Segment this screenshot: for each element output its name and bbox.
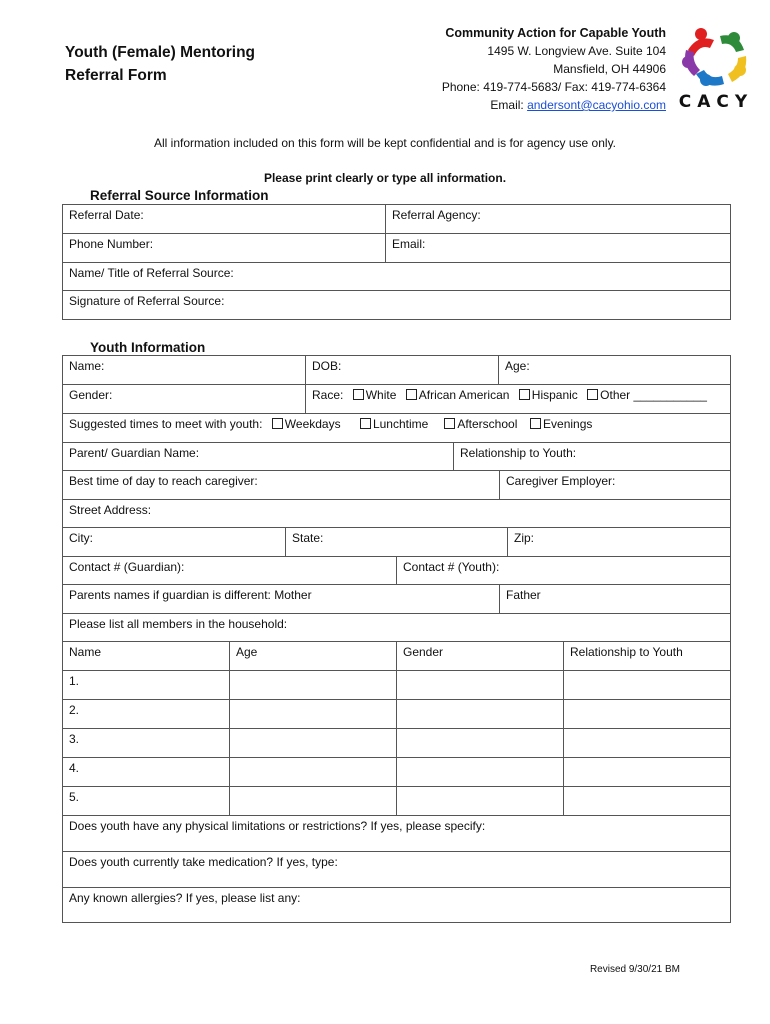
- phone-fax: Phone: 419-774-5683/ Fax: 419-774-6364: [441, 80, 666, 94]
- household-prompt: Please list all members in the household:: [63, 614, 731, 642]
- household-gender-cell[interactable]: [397, 700, 564, 729]
- best-time-field[interactable]: Best time of day to reach caregiver:: [63, 471, 500, 500]
- street-address-field[interactable]: Street Address:: [63, 500, 731, 528]
- table-row: [63, 700, 731, 729]
- mother-name-field[interactable]: Parents names if guardian is different: Mother: [63, 585, 500, 614]
- youth-times-row: [62, 413, 731, 443]
- parent-name-field[interactable]: Parent/ Guardian Name:: [63, 443, 454, 471]
- youth-dob-field[interactable]: DOB:: [306, 356, 499, 385]
- revision-note: Revised 9/30/21 BM: [589, 964, 680, 975]
- email-label: Email:: [490, 98, 528, 112]
- household-gender-cell[interactable]: [397, 671, 564, 700]
- household-relationship-cell[interactable]: [564, 671, 731, 700]
- youth-gender-race-row: [62, 384, 731, 414]
- race-african-american-label: African American: [418, 388, 510, 402]
- logo-wordmark: CACY: [678, 92, 754, 112]
- youth-age-field[interactable]: Age:: [499, 356, 731, 385]
- print-note: Please print clearly or type all information.: [263, 171, 507, 185]
- household-age-cell[interactable]: [230, 700, 397, 729]
- race-hispanic-label: Hispanic: [531, 388, 578, 402]
- state-field[interactable]: State:: [286, 528, 508, 557]
- time-lunchtime-label: Lunchtime: [372, 417, 429, 431]
- referral-section-heading: Referral Source Information: [90, 188, 269, 203]
- youth-gender-field[interactable]: Gender:: [63, 385, 306, 414]
- parents-row: [62, 584, 731, 614]
- form-title: [65, 41, 255, 87]
- relationship-field[interactable]: Relationship to Youth:: [454, 443, 731, 471]
- city-field[interactable]: City:: [63, 528, 286, 557]
- household-header-age: Age: [230, 642, 397, 671]
- household-header-name: Name: [63, 642, 230, 671]
- parent-row: [62, 442, 731, 471]
- address-line-2: Mansfield, OH 44906: [553, 62, 666, 76]
- times-label: Suggested times to meet with youth:: [69, 417, 263, 431]
- referral-name-title-field[interactable]: Name/ Title of Referral Source:: [63, 263, 731, 291]
- contact-youth-field[interactable]: Contact # (Youth):: [397, 557, 731, 585]
- household-table: [62, 641, 731, 816]
- youth-race-field: [306, 385, 731, 414]
- organization-contact: [442, 24, 666, 114]
- meeting-times-field: [63, 414, 731, 443]
- household-age-cell[interactable]: [230, 787, 397, 816]
- confidential-note: All information included on this form will be kept confidential and is for agency use only.: [153, 136, 617, 150]
- title-line-1: Youth (Female) Mentoring: [65, 44, 256, 61]
- household-gender-cell[interactable]: [397, 729, 564, 758]
- referral-signature-field[interactable]: Signature of Referral Source:: [63, 291, 731, 320]
- referral-table: [62, 204, 731, 320]
- household-name-cell[interactable]: 3.: [63, 729, 230, 758]
- household-age-cell[interactable]: [230, 671, 397, 700]
- household-header-relationship: Relationship to Youth: [564, 642, 731, 671]
- caregiver-row: [62, 470, 731, 500]
- caregiver-employer-field[interactable]: Caregiver Employer:: [500, 471, 731, 500]
- time-afterschool-checkbox[interactable]: [444, 418, 455, 429]
- household-age-cell[interactable]: [230, 758, 397, 787]
- household-gender-cell[interactable]: [397, 787, 564, 816]
- address-line-1: 1495 W. Longview Ave. Suite 104: [487, 44, 666, 58]
- household-relationship-cell[interactable]: [564, 729, 731, 758]
- race-label: Race:: [312, 388, 344, 402]
- table-row: [63, 671, 731, 700]
- household-prompt-row: [62, 613, 731, 642]
- household-age-cell[interactable]: [230, 729, 397, 758]
- father-name-field[interactable]: Father: [500, 585, 731, 614]
- people-circle-logo-icon: [676, 22, 756, 92]
- time-weekdays-checkbox[interactable]: [272, 418, 283, 429]
- race-white-checkbox[interactable]: [353, 389, 364, 400]
- table-row: [63, 729, 731, 758]
- household-name-cell[interactable]: 1.: [63, 671, 230, 700]
- household-name-cell[interactable]: 2.: [63, 700, 230, 729]
- race-white-label: White: [365, 388, 397, 402]
- household-relationship-cell[interactable]: [564, 758, 731, 787]
- household-relationship-cell[interactable]: [564, 787, 731, 816]
- referral-phone-field[interactable]: Phone Number:: [63, 234, 386, 263]
- household-name-cell[interactable]: 4.: [63, 758, 230, 787]
- time-lunchtime-checkbox[interactable]: [360, 418, 371, 429]
- race-other-checkbox[interactable]: [587, 389, 598, 400]
- household-relationship-cell[interactable]: [564, 700, 731, 729]
- household-name-cell[interactable]: 5.: [63, 787, 230, 816]
- city-row: [62, 527, 731, 557]
- table-row: [63, 758, 731, 787]
- table-row: [63, 787, 731, 816]
- time-evenings-label: Evenings: [543, 417, 593, 431]
- race-hispanic-checkbox[interactable]: [519, 389, 530, 400]
- time-afterschool-label: Afterschool: [457, 417, 518, 431]
- allergies-field[interactable]: Any known allergies? If yes, please list any:: [63, 888, 731, 923]
- race-other-label: Other ___________: [600, 388, 707, 402]
- referral-email-field[interactable]: Email:: [386, 234, 731, 263]
- medication-field[interactable]: Does youth currently take medication? If yes, type:: [63, 852, 731, 888]
- health-table: [62, 815, 731, 923]
- email-line: [442, 96, 666, 114]
- cacy-logo: [676, 22, 756, 114]
- referral-agency-field[interactable]: Referral Agency:: [386, 205, 731, 234]
- title-line-2: Referral Form: [65, 67, 167, 84]
- time-evenings-checkbox[interactable]: [530, 418, 541, 429]
- physical-limitations-field[interactable]: Does youth have any physical limitations or restrictions? If yes, please specify:: [63, 816, 731, 852]
- referral-date-field[interactable]: Referral Date:: [63, 205, 386, 234]
- organization-name: Community Action for Capable Youth: [445, 26, 666, 40]
- youth-section-heading: Youth Information: [90, 340, 206, 355]
- time-weekdays-label: Weekdays: [284, 417, 341, 431]
- race-african-american-checkbox[interactable]: [406, 389, 417, 400]
- zip-field[interactable]: Zip:: [508, 528, 731, 557]
- email-link[interactable]: andersont@cacyohio.com: [527, 98, 666, 112]
- contact-guardian-field[interactable]: Contact # (Guardian):: [63, 557, 397, 585]
- household-gender-cell[interactable]: [397, 758, 564, 787]
- household-header-gender: Gender: [397, 642, 564, 671]
- contact-row: [62, 556, 731, 585]
- youth-table: [62, 355, 731, 385]
- street-row: [62, 499, 731, 528]
- youth-name-field[interactable]: Name:: [63, 356, 306, 385]
